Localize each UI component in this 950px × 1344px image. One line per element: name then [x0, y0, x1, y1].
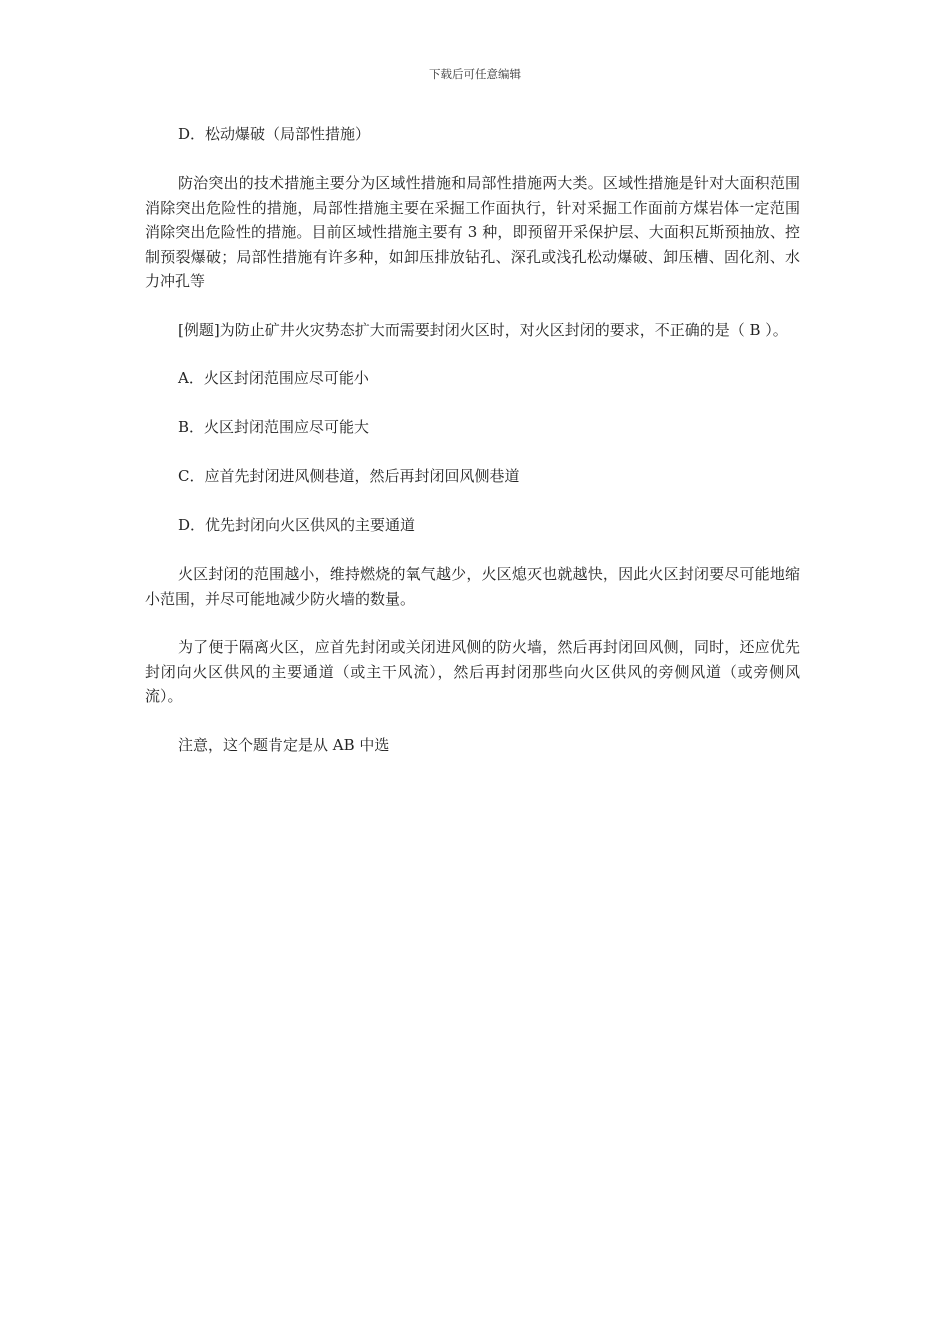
- explanation-paragraph-outburst: 防治突出的技术措施主要分为区域性措施和局部性措施两大类。区域性措施是针对大面积范围消除突出危险性的措施，局部性措施主要在采掘工作面执行，针对采掘工作面前方煤岩体一定范围消除突出危险性的措施。目前区域性措施主要有 3 种，即预留开采保护层、大面积瓦斯预抽放、控制预裂爆破；局部性措施有许多种，如卸压排放钻孔、深孔或浅孔松动爆破、卸压槽、固化剂、水力冲孔等: [145, 174, 800, 290]
- option-c: C．应首先封闭进风侧巷道，然后再封闭回风侧巷道: [178, 467, 520, 485]
- explanation-paragraph-fire-area: 火区封闭的范围越小，维持燃烧的氧气越少，火区熄灭也就越快，因此火区封闭要尽可能地缩小范围，并尽可能地减少防火墙的数量。: [145, 565, 800, 608]
- note-paragraph: 注意，这个题肯定是从 AB 中选: [178, 735, 390, 754]
- option-a: A．火区封闭范围应尽可能小: [178, 369, 369, 387]
- option-b: B．火区封闭范围应尽可能大: [178, 418, 370, 436]
- example-question: [例题]为防止矿井火灾势态扩大而需要封闭火区时，对火区封闭的要求，不正确的是（ B ）。: [178, 320, 788, 339]
- explanation-paragraph-sealing-order: 为了便于隔离火区，应首先封闭或关闭进风侧的防火墙，然后再封闭回风侧，同时，还应优先封闭向火区供风的主要通道（或主干风流），然后再封闭那些向火区供风的旁侧风道（或旁侧风流）。: [145, 638, 800, 705]
- option-d: D．优先封闭向火区供风的主要通道: [178, 516, 416, 534]
- page-header: 下载后可任意编辑: [429, 67, 521, 81]
- document-body: [145, 122, 800, 757]
- option-d-previous-question: D．松动爆破（局部性措施）: [178, 125, 371, 143]
